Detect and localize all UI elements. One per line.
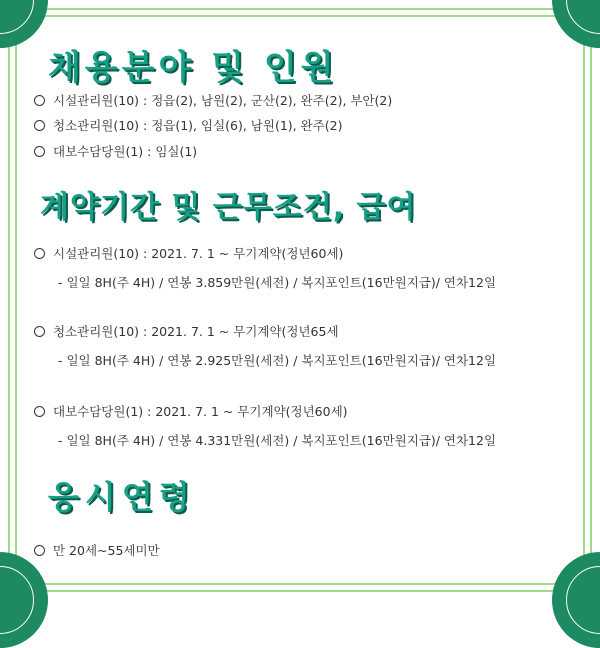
circle-bullet-icon [34,406,45,417]
circle-bullet-icon [34,326,45,337]
contract-title: 청소관리원(10) : 2021. 7. 1 ~ 무기계약(정년65세 [34,324,339,340]
recruit-item: 시설관리원(10) : 정읍(2), 남원(2), 군산(2), 완주(2), 부안(2) [34,93,392,109]
circle-bullet-icon [34,120,45,131]
heading-contract: 계약기간 및 근무조건, 급여 [40,190,417,225]
age-item: 만 20세~55세미만 [34,543,160,559]
contract-detail: - 일일 8H(주 4H) / 연봉 4.331만원(세전) / 복지포인트(16만원지급)/ 연차12일 [58,433,497,448]
circle-bullet-icon [34,95,45,106]
circle-bullet-icon [34,248,45,259]
contract-detail: - 일일 8H(주 4H) / 연봉 2.925만원(세전) / 복지포인트(16만원지급)/ 연차12일 [58,353,497,368]
circle-bullet-icon [34,146,45,157]
contract-detail: - 일일 8H(주 4H) / 연봉 3.859만원(세전) / 복지포인트(16만원지급)/ 연차12일 [58,275,497,290]
recruit-item: 대보수담당원(1) : 임실(1) [34,144,197,160]
heading-age: 응시연령 [48,478,196,516]
heading-recruit: 채용분야 및 인원 [48,48,338,88]
circle-bullet-icon [34,545,45,556]
recruit-item: 청소관리원(10) : 정읍(1), 임실(6), 남원(1), 완주(2) [34,118,342,134]
contract-title: 대보수담당원(1) : 2021. 7. 1 ~ 무기계약(정년60세) [34,404,348,420]
contract-title: 시설관리원(10) : 2021. 7. 1 ~ 무기계약(정년60세) [34,246,343,262]
